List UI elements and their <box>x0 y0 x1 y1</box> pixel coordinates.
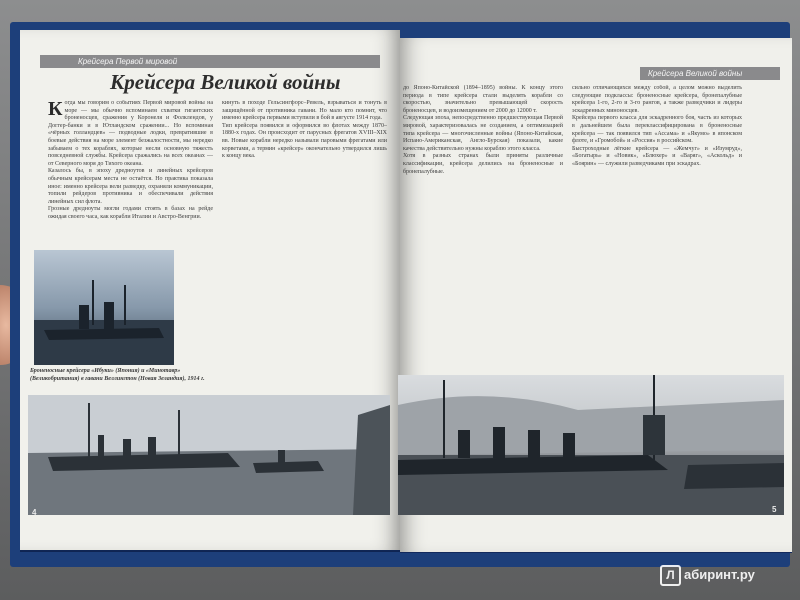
left-column-2 <box>222 100 387 280</box>
ship-photo-left <box>28 395 390 515</box>
right-page-number: 5 <box>772 505 777 514</box>
paragraph-text: огда мы говорим о событиях Первой мировой войны на море — мы обычно вспоминаем схватки гигантских броненосцев, сражения у Коронеля и Фолклендов, у Доггер-банки и в Ютландском сражении... Но вспоминая «чёрных голландцев» — подводные лодки, превратившие в боевые действия на море элемент безжалостности, мы нередко забываем о тех кораблях, которые несли основную тяжесть повседневной службы. Крейсера сражались на всех океанах — от Северного моря до Тихого океана. <box>48 100 213 167</box>
right-column-1 <box>403 85 563 370</box>
right-page-header: Крейсера Великой войны <box>640 67 780 80</box>
paragraph: Хотя в разных странах были приняты различные классификации, крейсера делились на броненосные и бронепалубные. <box>403 153 563 175</box>
article-title: Крейсера Великой войны <box>110 70 341 94</box>
paragraph: Быстроходные лёгкие крейсера — «Жемчуг» и «Изумруд», «Богатырь» и «Новик», «Блюхер» и «Варяг», «Аскольд» и «Боярин» — служили разведчиками при эскадрах. <box>572 145 742 167</box>
paragraph: Следующая эпоха, непосредственно предшествующая Первой мировой, характеризовалась не созданием, а оптимизацией типа крейсера — многочисленные войны (Японо-Китайская, Испано-Американская, Англо-Бурская) показали, какие качества действительно нужны кораблю этого класса. <box>403 115 563 152</box>
paragraph <box>48 100 213 168</box>
ship-photo-small <box>34 250 174 365</box>
photo-caption: Броненосные крейсера «Ибуки» (Япония) и «Минотавр» (Великобритания) в гавани Веллингтон (Новая Зеландия), 1914 г. <box>30 368 205 382</box>
left-page-number: 4 <box>32 508 37 517</box>
paragraph: Тип крейсера появился и оформился во флотах между 1870–1880-х годах. Он происходит от парусных фрегатов XVIII–XIX вв. Новые корабли нередко называли паровыми фрегатами или корветами, а термин «крейсер» окончательно утвердился лишь к концу века. <box>222 122 387 160</box>
paragraph: Грозные дредноуты могли годами стоять в базах на рейде ожидая своего часа, как корабли Италии и Австро-Венгрии. <box>48 206 213 220</box>
watermark <box>660 565 755 586</box>
right-column-2 <box>572 85 742 370</box>
paragraph: сильно отличающихся между собой, а целом можно выделить следующие подклассы: броненосные крейсера, бронепалубные крейсера 1-го, 2-го и 3-го рангов, а также разведчики и лидеры эскадренных миноносцев. <box>572 85 742 114</box>
paragraph: до Японо-Китайской (1894–1895) войны. К концу этого периода в типе крейсера стали выделять корабли со скоростью, значительно превышающей скорость броненосцев, и водоизмещением от 2000 до 12000 т. <box>403 85 563 114</box>
watermark-logo: Л <box>660 565 681 586</box>
dropcap: К <box>48 100 63 120</box>
watermark-text: абиринт.ру <box>684 567 755 582</box>
paragraph: кинуть в походе Гельсингфорс–Ревель, взрываться и тонуть в защищённой от противника гавани. Но мало кто помнит, что именно крейсера первыми вступили в бой в августе 1914 года. <box>222 100 387 122</box>
left-page-header: Крейсера Первой мировой <box>40 55 380 68</box>
ship-photo-right <box>398 375 784 515</box>
paragraph: Казалось бы, в эпоху дредноутов и линейных крейсеров обычным крейсерам места не остаётся. Но практика показала иное: именно крейсера вели разведку, охраняли коммуникации, топили рейдеров противника и обеспечивали действия линейных сил флота. <box>48 168 213 205</box>
paragraph: Крейсера первого класса для эскадренного боя, часть из которых в дальнейшем была переклассифицирована в броненосные крейсера — так появился тип «Ассама» и «Якумо» в японском флоте, и «Громобой» и «Россия» в российском. <box>572 115 742 145</box>
